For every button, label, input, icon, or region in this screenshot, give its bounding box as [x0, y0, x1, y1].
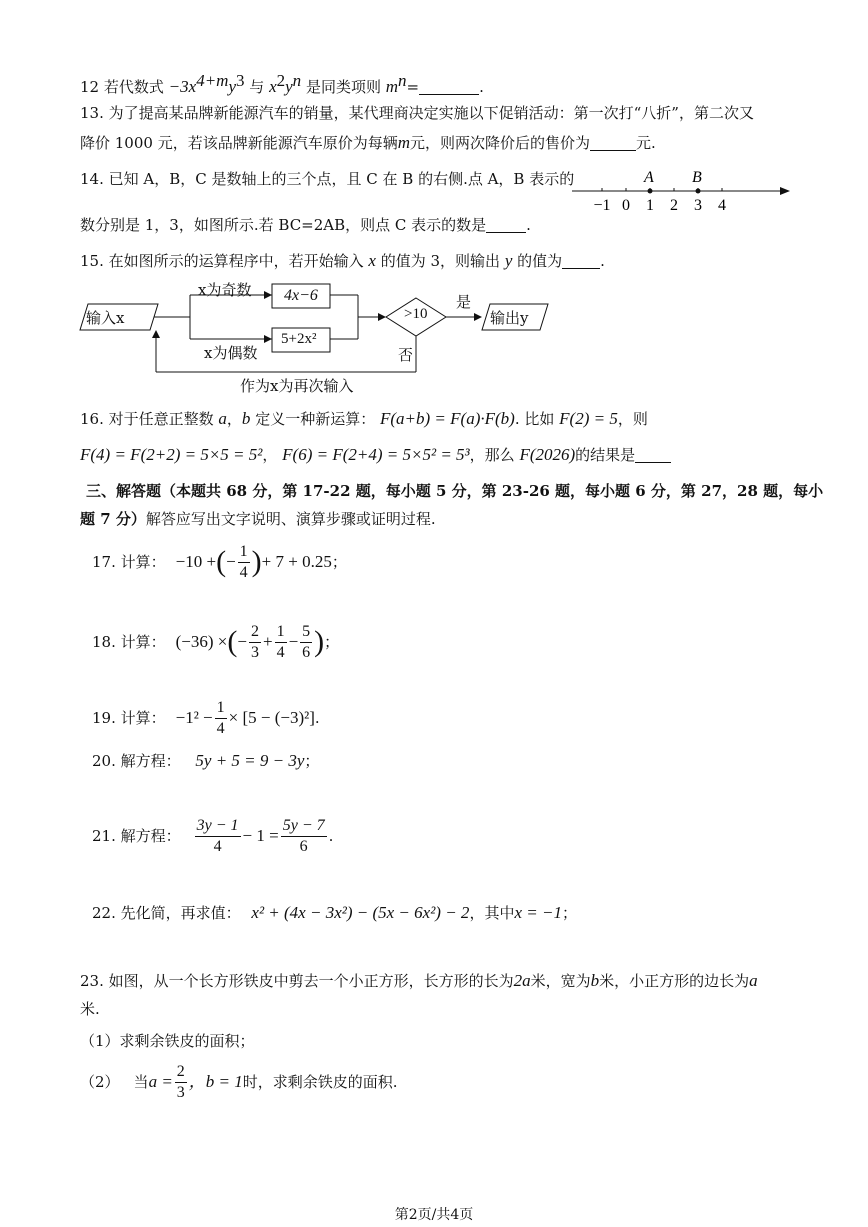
section-instructions-text: 解答应写出文字说明、演算步骤或证明过程.	[145, 510, 436, 528]
point-a-dot	[648, 189, 653, 194]
flow-input-label: 输入x	[86, 309, 125, 327]
question-15	[80, 250, 788, 272]
question-label: 18. 计算：	[92, 633, 166, 651]
math-var: b	[590, 971, 600, 990]
question-label: （2）	[80, 1073, 120, 1091]
question-text: 16. 对于任意正整数	[80, 410, 214, 428]
math-expression: − 1 =	[242, 826, 279, 845]
question-14-line1: 14. 已知 A，B，C 是数轴上的三个点，且 C 在 B 的右侧.点 A，B 表示的	[80, 170, 575, 188]
question-16-line1	[80, 408, 788, 430]
answer-blank[interactable]	[635, 446, 671, 463]
math-var: y	[504, 251, 513, 270]
arrow-icon	[152, 330, 160, 338]
question-text: ，其中	[469, 904, 515, 922]
question-17: 17. 计算： −10 + ( − $\frac{1}{4}$ ) + 7 + 0.25 ；	[92, 542, 347, 581]
question-text: 定义一种新运算：	[255, 410, 376, 428]
section-3-heading: 三、解答题（本题共 68 分，第 17-22 题，每小题 5 分，第 23-26 题，每小题 6 分，第 27，28 题，每小	[86, 482, 824, 500]
question-text: 元.	[636, 134, 656, 152]
question-12	[80, 70, 788, 98]
number-line-figure	[568, 166, 796, 218]
fraction: $\frac{2}{3}$	[176, 1062, 185, 1101]
flow-cond-text: >10	[404, 306, 428, 322]
math-var: x	[368, 251, 376, 270]
question-text: 数分别是 1，3，如图所示.若 BC=2AB，则点 C 表示的数是	[80, 216, 487, 234]
question-text: 时，求剩余铁皮的面积.	[242, 1073, 398, 1091]
question-text: 与	[249, 78, 265, 96]
question-22	[92, 902, 788, 924]
punct: ；	[561, 904, 577, 922]
punct: ；	[331, 553, 347, 571]
question-23-line2: 米.	[80, 1000, 100, 1018]
math-expression: × [5 − (−3)²]	[228, 708, 315, 727]
question-text: 若代数式	[103, 78, 164, 96]
question-13-line2	[80, 132, 788, 154]
arrow-icon	[264, 291, 272, 299]
question-16-line2: F(4) = F(2+2) = 5×5 = 5²， F(6) = F(2+4) = 5×5² = 5³，那么 F(2026)的结果是	[80, 444, 788, 466]
punct: .	[479, 78, 484, 96]
math-term: m	[385, 77, 399, 96]
question-text: . 比如	[514, 410, 555, 428]
arrow-icon	[264, 335, 272, 343]
math-exponent: 2	[276, 71, 286, 90]
math-expression: −10 +	[175, 552, 217, 571]
math-var: a	[749, 971, 758, 990]
answer-blank[interactable]	[419, 78, 479, 95]
question-14-line2	[80, 214, 788, 236]
math-expression: ，b = 1	[188, 1072, 243, 1091]
question-text: =	[406, 78, 420, 96]
punct: .	[526, 216, 531, 234]
math-expression: a =	[148, 1072, 173, 1091]
math-expression: + 7 + 0.25	[261, 552, 332, 571]
math-term: y	[228, 77, 236, 96]
question-text: 的值为 3，则输出	[380, 252, 501, 270]
answer-blank[interactable]	[562, 252, 600, 269]
math-expression: (−36) ×	[175, 632, 228, 651]
flow-loop-label: 作为x为再次输入	[240, 377, 354, 395]
number-line-tick-label: 3	[694, 197, 702, 214]
math-expression: F(6) = F(2+4) = 5×5² = 5³	[282, 445, 470, 464]
question-text: 15. 在如图所示的运算程序中，若开始输入	[80, 252, 364, 270]
question-text: 当	[133, 1073, 149, 1091]
math-var: a	[218, 409, 227, 428]
flow-no-label: 否	[398, 346, 414, 364]
point-b-label: B	[692, 169, 702, 186]
question-label: 20. 解方程：	[92, 752, 181, 770]
arrow-icon	[474, 313, 482, 321]
punct: .	[600, 252, 605, 270]
point-a-label: A	[644, 169, 654, 186]
page-footer: 第2页/共4页	[394, 1207, 474, 1223]
question-text: 的值为	[517, 252, 563, 270]
flow-odd-label: x为奇数	[198, 281, 252, 299]
fraction: $\frac{2}{3}$	[250, 622, 259, 661]
question-text: ，则	[617, 410, 648, 428]
question-text: ，那么	[469, 446, 515, 464]
question-23-sub2	[80, 1060, 788, 1104]
question-text: 米，小正方形的边长为	[599, 972, 750, 990]
question-text: 的结果是	[575, 446, 636, 464]
arrow-icon	[378, 313, 386, 321]
math-term: x	[269, 77, 277, 96]
math-expression: −1² −	[175, 708, 213, 727]
math-expression: F(2) = 5	[559, 409, 618, 428]
question-text: 是同类项则	[305, 78, 381, 96]
question-13-line1: 13. 为了提高某品牌新能源汽车的销量，某代理商决定实施以下促销活动：第一次打“八折”，第二次又	[80, 104, 754, 122]
punct: ；	[304, 752, 320, 770]
math-var: b	[241, 409, 251, 428]
flow-box2-text: 5+2x²	[281, 331, 317, 347]
question-18: 18. 计算： (−36) × ( − $\frac{2}{3}$ + $\frac{1}{4}$ − $\frac{5}{6}$ ) ；	[92, 622, 340, 661]
section-heading-text: 题 7 分）	[80, 510, 146, 528]
question-label: 21. 解方程：	[92, 827, 181, 845]
math-expression: 2a	[513, 971, 531, 990]
math-exponent: n	[292, 71, 302, 90]
question-19	[92, 698, 788, 738]
math-expression: F(a+b) = F(a)·F(b)	[380, 409, 515, 428]
math-expression: x = −1	[514, 903, 562, 922]
flow-yes-label: 是	[456, 293, 472, 311]
question-text: 米，宽为	[530, 972, 591, 990]
answer-blank[interactable]	[486, 216, 526, 233]
question-label: 17. 计算：	[92, 553, 166, 571]
punct: .	[328, 827, 334, 845]
question-20	[92, 750, 788, 772]
punct: .	[314, 709, 320, 727]
number-line-tick-label: 2	[670, 197, 678, 214]
section-3-instructions	[80, 508, 788, 530]
math-term: −3x	[168, 77, 197, 96]
number-line-tick-label: 4	[718, 197, 726, 214]
question-text: 23. 如图，从一个长方形铁皮中剪去一个小正方形，长方形的长为	[80, 972, 514, 990]
fraction: $\frac{1}{4}$	[276, 622, 285, 661]
number-line-tick-label: −1	[593, 197, 611, 214]
flow-output-label: 输出y	[490, 309, 529, 327]
fraction: $\frac{1}{4}$	[239, 542, 248, 581]
flow-box1-text: 4x−6	[284, 287, 318, 304]
math-expression: F(4) = F(2+2) = 5×5 = 5²	[80, 445, 263, 464]
question-21	[92, 814, 788, 858]
answer-blank[interactable]	[590, 134, 636, 151]
question-text: 降价 1000 元，若该品牌新能源汽车原价为每辆	[80, 134, 398, 152]
question-text: 元，则两次降价后的售价为	[410, 134, 591, 152]
math-expression: 5y + 5 = 9 − 3y	[195, 751, 305, 770]
fraction: $\frac{3y - 1}{4}$	[196, 816, 239, 855]
math-exponent: 4+m	[196, 71, 229, 90]
math-var: m	[397, 133, 410, 152]
math-term: y	[285, 77, 293, 96]
question-number: 12	[80, 78, 100, 96]
point-b-dot	[696, 189, 701, 194]
number-line-tick-label: 0	[622, 197, 630, 214]
punct: ，	[226, 410, 242, 428]
punct: ；	[324, 633, 340, 651]
question-label: 22. 先化简，再求值：	[92, 904, 241, 922]
math-expression: F(2026)	[519, 445, 576, 464]
arrow-icon	[780, 187, 790, 195]
number-line-tick-label: 1	[646, 197, 654, 214]
question-23-line1	[80, 970, 788, 992]
math-exponent: 3	[236, 71, 245, 90]
math-exponent: n	[398, 71, 407, 90]
fraction: $\frac{5}{6}$	[302, 622, 311, 661]
flow-even-label: x为偶数	[204, 344, 258, 362]
math-expression: x² + (4x − 3x²) − (5x − 6x²) − 2	[251, 903, 470, 922]
fraction: $\frac{5y - 7}{6}$	[282, 816, 325, 855]
question-label: 19. 计算：	[92, 709, 166, 727]
question-23-sub1: （1）求剩余铁皮的面积；	[80, 1032, 255, 1050]
fraction: $\frac{1}{4}$	[216, 698, 225, 737]
